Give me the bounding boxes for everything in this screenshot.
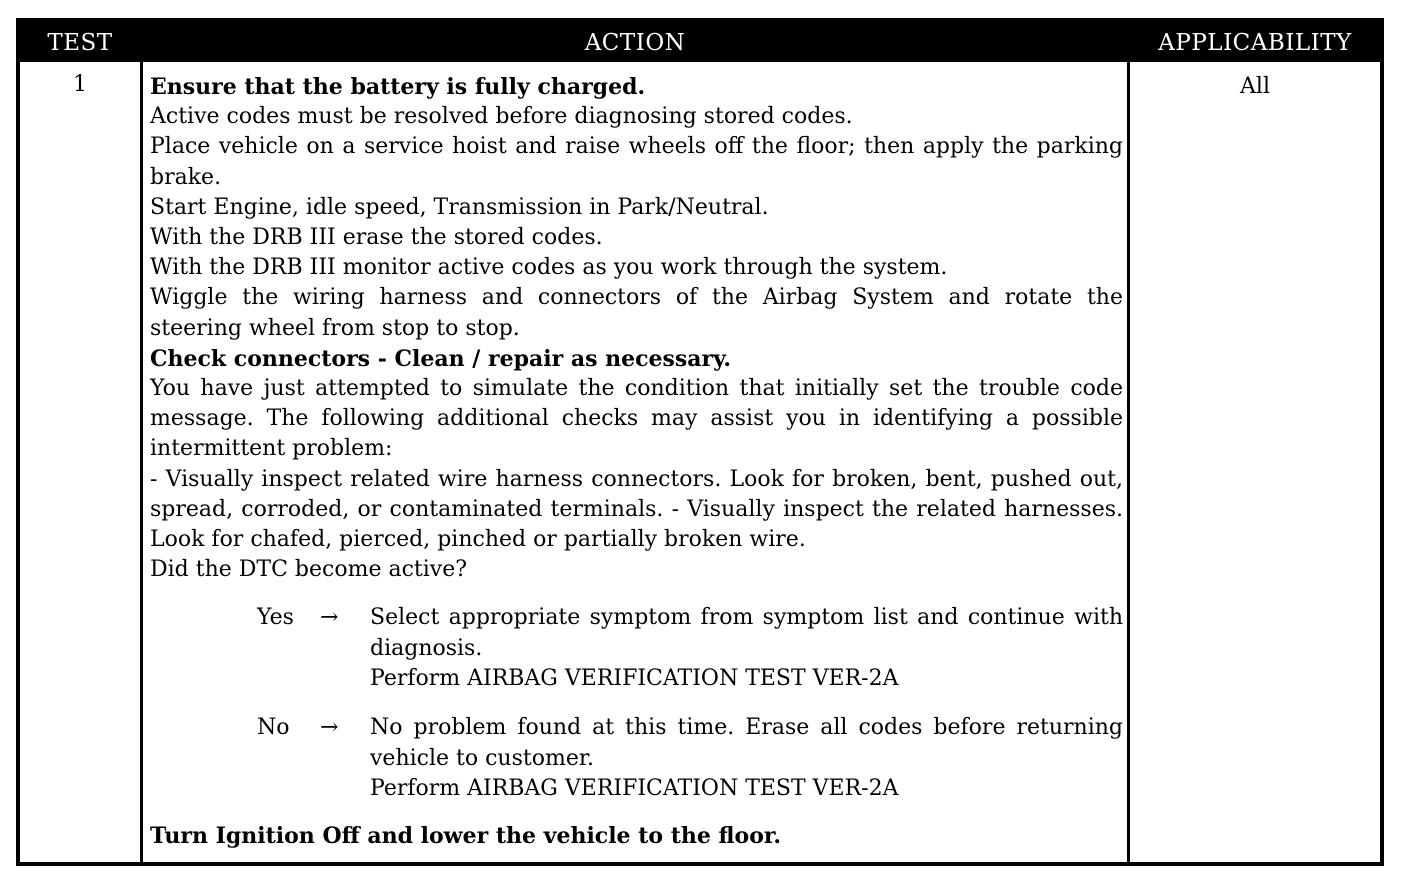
branch-no <box>150 713 1123 803</box>
branch-yes-label: Yes <box>257 605 294 631</box>
action-cell <box>150 72 1123 852</box>
branch-yes <box>150 603 1123 693</box>
action-step-erase-codes: With the DRB III erase the stored codes. <box>150 225 603 251</box>
branch-yes-line2: Perform AIRBAG VERIFICATION TEST VER-2A <box>370 665 899 691</box>
right-arrow-icon: → <box>320 605 339 631</box>
action-step-wiggle: Wiggle the wiring harness and connectors of the Airbag System and rotate the steering wheel from stop to stop. <box>150 285 1123 341</box>
action-step-simulate: You have just attempted to simulate the condition that initially set the trouble code message. The following additional checks may assist you in identifying a possible intermittent problem: <box>150 376 1123 462</box>
action-question: Did the DTC become active? <box>150 557 468 583</box>
action-step-check-connectors: Check connectors - Clean / repair as necessary. <box>150 345 732 372</box>
header-applicability: APPLICABILITY <box>1158 30 1352 56</box>
header-test: TEST <box>47 30 113 56</box>
column-divider-2 <box>1127 62 1130 862</box>
branch-no-line1: No problem found at this time. Erase all codes before returning vehicle to customer. <box>370 715 1123 771</box>
branch-no-label: No <box>257 715 290 741</box>
header-action: ACTION <box>584 30 686 56</box>
action-step-hoist: Place vehicle on a service hoist and raise wheels off the floor; then apply the parking brake. <box>150 134 1123 190</box>
action-step-start-engine: Start Engine, idle speed, Transmission in Park/Neutral. <box>150 194 769 220</box>
action-step-final: Turn Ignition Off and lower the vehicle to the floor. <box>150 823 782 850</box>
branch-yes-text <box>370 603 1123 694</box>
column-divider-1 <box>140 62 143 862</box>
branch-yes-line1: Select appropriate symptom from symptom list and continue with diagnosis. <box>370 605 1123 661</box>
table-header-row <box>20 22 1380 62</box>
action-step-inspect: - Visually inspect related wire harness connectors. Look for broken, bent, pushed out, spread, corroded, or contaminated terminals. - Visually inspect the related harnesses. Look for chafed, pierced, pinched or partially broken wire. <box>150 466 1123 553</box>
diagnostic-table <box>16 18 1384 866</box>
test-number: 1 <box>73 72 87 97</box>
action-step-battery: Ensure that the battery is fully charged. <box>150 74 646 100</box>
applicability-value: All <box>1240 74 1270 99</box>
branch-no-line2: Perform AIRBAG VERIFICATION TEST VER-2A <box>370 775 899 801</box>
right-arrow-icon: → <box>320 715 339 741</box>
branch-no-text <box>370 713 1123 804</box>
action-step-active-codes: Active codes must be resolved before diagnosing stored codes. <box>150 104 853 130</box>
action-step-monitor-codes: With the DRB III monitor active codes as you work through the system. <box>150 255 948 281</box>
